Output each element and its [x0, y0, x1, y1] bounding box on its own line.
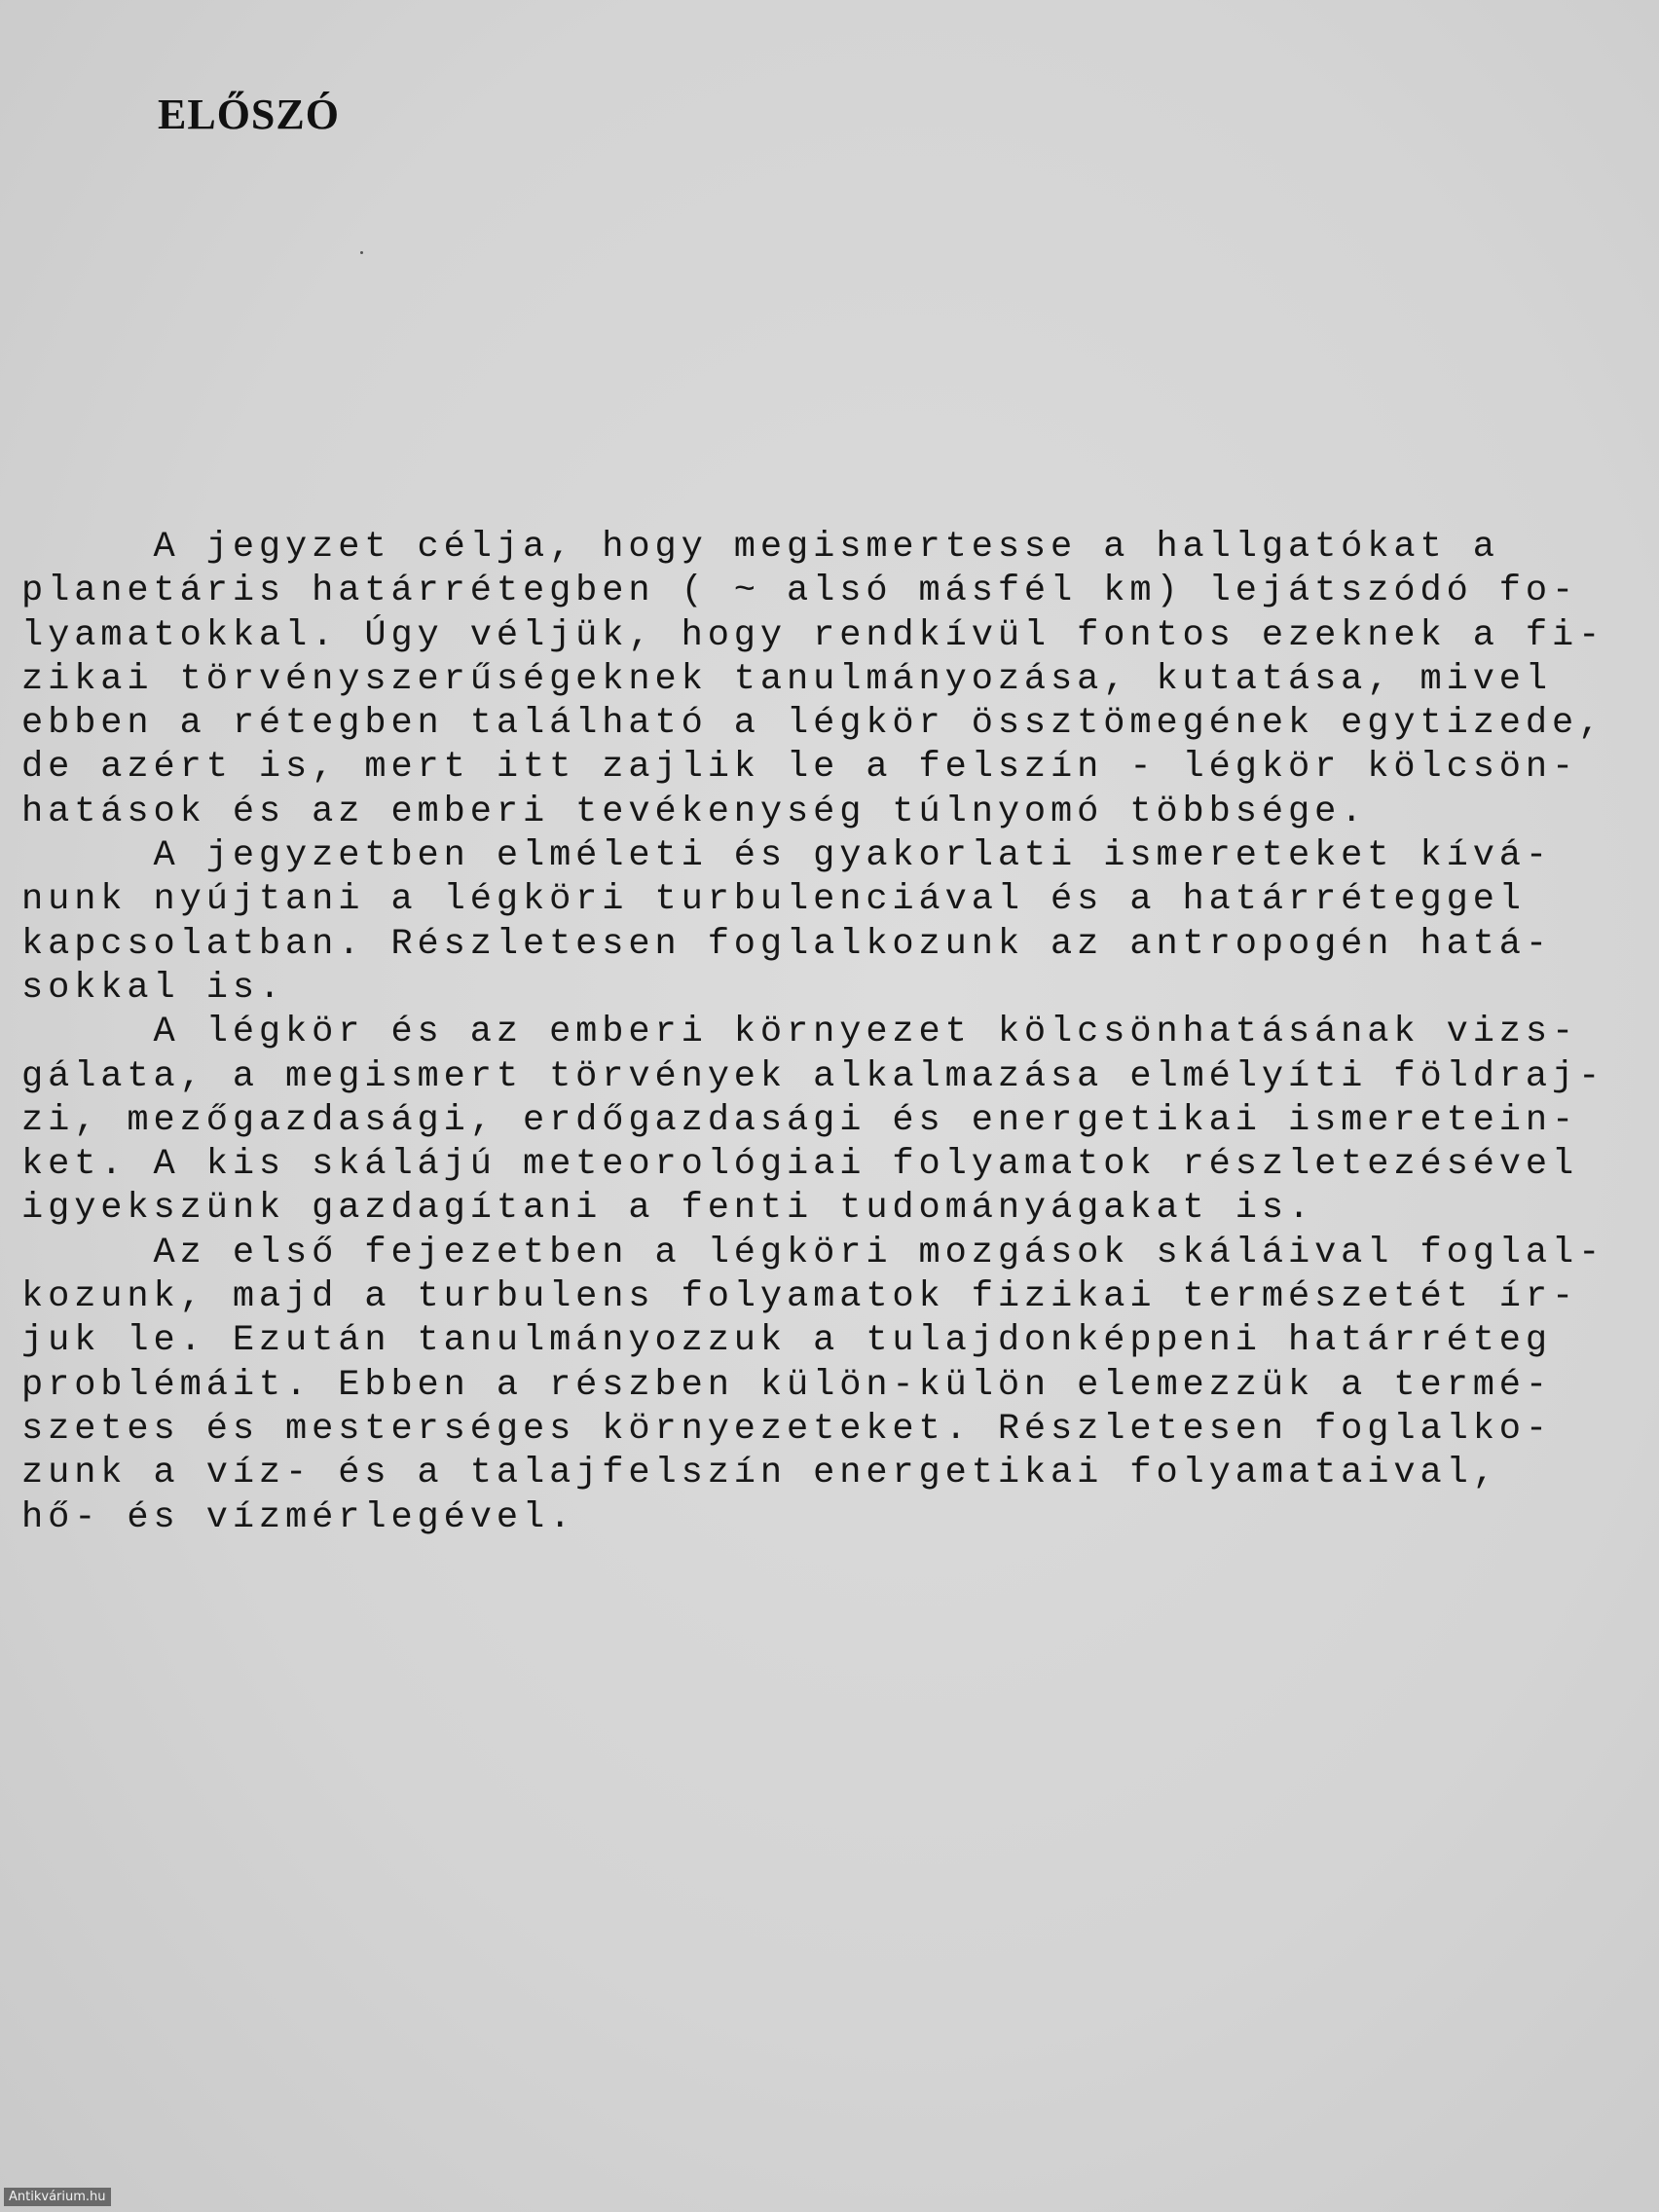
text-line: sokkal is. [21, 967, 286, 1009]
paper-speck [360, 251, 363, 254]
text-line: igyekszünk gazdagítani a fenti tudományágakat is. [21, 1188, 1315, 1230]
text-line: zunk a víz- és a talajfelszín energetikai folyamataival, [21, 1453, 1499, 1494]
text-line: hő- és vízmérlegével. [21, 1496, 576, 1538]
text-line: planetáris határrétegben ( ~ alsó másfél km) lejátszódó fo- [21, 571, 1579, 612]
text-line: nunk nyújtani a légköri turbulenciával és a határréteggel [21, 879, 1526, 921]
text-line: lyamatokkal. Úgy véljük, hogy rendkívül fontos ezeknek a fi- [21, 614, 1605, 656]
text-line: zikai törvényszerűségeknek tanulmányozása, kutatása, mivel [21, 658, 1553, 700]
text-line: A légkör és az emberi környezet kölcsönhatásának vizs- [21, 1012, 1579, 1053]
text-line: kapcsolatban. Részletesen foglalkozunk az antropogén hatá- [21, 923, 1553, 965]
text-line: hatások és az emberi tevékenység túlnyomó többsége. [21, 791, 1368, 832]
text-line: problémáit. Ebben a részben külön-külön elemezzük a termé- [21, 1364, 1553, 1406]
text-line: A jegyzetben elméleti és gyakorlati ismereteket kívá- [21, 835, 1553, 877]
text-line: zi, mezőgazdasági, erdőgazdasági és energetikai ismeretein- [21, 1099, 1579, 1141]
text-line: kozunk, majd a turbulens folyamatok fizikai természetét ír- [21, 1276, 1579, 1318]
text-line: Az első fejezetben a légköri mozgások skáláival foglal- [21, 1232, 1605, 1273]
text-line: de azért is, mert itt zajlik le a felszín - légkör kölcsön- [21, 747, 1579, 789]
text-line: szetes és mesterséges környezeteket. Részletesen foglalko- [21, 1408, 1553, 1450]
text-line: A jegyzet célja, hogy megismertesse a hallgatókat a [21, 527, 1499, 568]
watermark: Antikvárium.hu [4, 2188, 111, 2206]
text-line: ket. A kis skálájú meteorológiai folyamatok részletezésével [21, 1144, 1579, 1186]
text-line: gálata, a megismert törvények alkalmazása elmélyíti földraj- [21, 1055, 1605, 1097]
text-line: juk le. Ezután tanulmányozzuk a tulajdonképpeni határréteg [21, 1320, 1553, 1362]
preface-body [21, 526, 1638, 1540]
text-line: ebben a rétegben található a légkör össztömegének egytizede, [21, 703, 1605, 745]
page-title: ELŐSZÓ [158, 91, 340, 138]
